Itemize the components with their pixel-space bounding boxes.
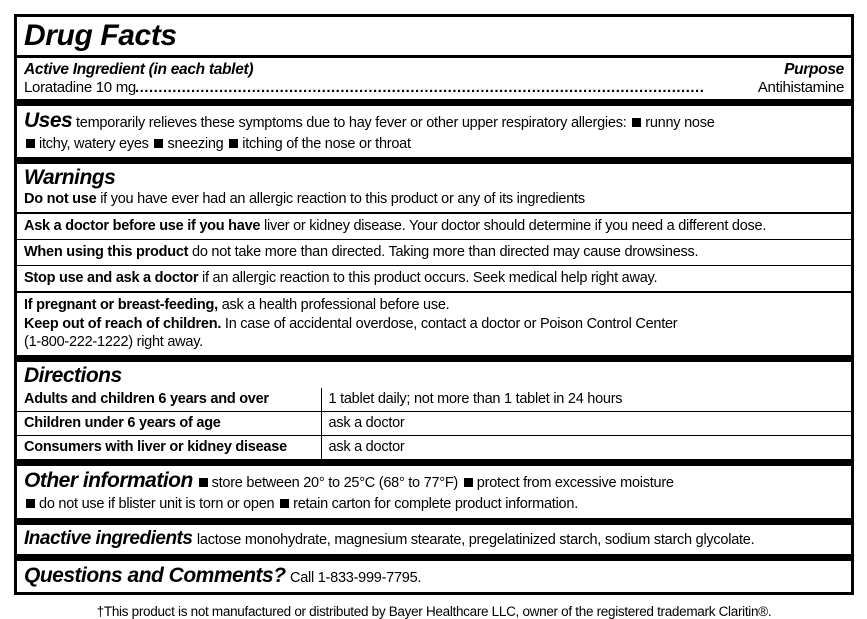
bullet-square-icon: [26, 139, 35, 148]
table-row: [17, 412, 851, 436]
children-bold: Keep out of reach of children.: [24, 315, 222, 332]
leader-dots: ..........................................................................................................................: [134, 79, 705, 96]
uses-heading: Uses: [24, 109, 73, 132]
other-info-item-3: retain carton for complete product information.: [293, 496, 578, 513]
section-separator-bar: [17, 459, 851, 466]
bullet-square-icon: [199, 478, 208, 487]
active-ingredient-heading: Active Ingredient (in each tablet): [24, 61, 254, 78]
other-information-heading: Other information: [24, 469, 193, 493]
warning-row-bold: When using this product: [24, 244, 189, 261]
directions-heading: Directions: [24, 364, 122, 388]
table-row: [17, 436, 851, 460]
uses-intro: temporarily relieves these symptoms due to hay fever or other upper respiratory allergies:: [75, 115, 627, 131]
bullet-square-icon: [464, 478, 473, 487]
other-info-item-1: protect from excessive moisture: [476, 475, 674, 492]
section-separator-bar: [17, 99, 851, 106]
uses-item-1: itchy, watery eyes: [39, 135, 149, 152]
other-info-item-2: do not use if blister unit is torn or open: [39, 496, 275, 513]
uses-section: [17, 106, 851, 157]
warning-row-bold: Ask a doctor before use if you have: [24, 217, 261, 234]
table-row: [17, 388, 851, 412]
purpose-heading: Purpose: [784, 61, 844, 78]
bullet-square-icon: [280, 499, 289, 508]
directions-dose: 1 tablet daily; not more than 1 tablet in 24 hours: [328, 391, 623, 408]
section-separator-bar: [17, 554, 851, 561]
directions-table: [17, 388, 851, 459]
section-separator-bar: [17, 157, 851, 164]
directions-who: Consumers with liver or kidney disease: [17, 436, 321, 460]
active-ingredient-name: Loratadine 10 mg: [24, 79, 136, 96]
bullet-square-icon: [26, 499, 35, 508]
uses-item-3: itching of the nose or throat: [242, 135, 411, 152]
children-text: In case of accidental overdose, contact a doctor or Poison Control Center: [224, 315, 678, 332]
warning-row: [17, 240, 851, 265]
uses-item-0: runny nose: [645, 115, 715, 131]
directions-who: Adults and children 6 years and over: [17, 388, 321, 412]
questions-section: [17, 561, 851, 592]
active-ingredient-row: [17, 79, 851, 99]
directions-section: [17, 362, 851, 459]
warning-row-text: if you have ever had an allergic reaction to this product or any of its ingredients: [100, 191, 585, 208]
active-ingredient-section: [17, 58, 851, 99]
directions-dose: ask a doctor: [321, 412, 851, 436]
directions-who: Children under 6 years of age: [17, 412, 321, 436]
pregnant-text: ask a health professional before use.: [221, 296, 450, 313]
other-info-item-0: store between 20° to 25°C (68° to 77°F): [211, 475, 459, 492]
questions-text: Call 1-833-999-7795.: [289, 569, 422, 586]
pregnant-bold: If pregnant or breast-feeding,: [24, 296, 218, 313]
warning-row-text: liver or kidney disease. Your doctor should determine if you need a different dose.: [264, 217, 767, 234]
directions-dose: ask a doctor: [321, 436, 851, 460]
footnote: †This product is not manufactured or distributed by Bayer Healthcare LLC, owner of the registered trademark Claritin®.: [96, 603, 772, 619]
children-text-2: (1-800-222-1222) right away.: [24, 334, 203, 351]
warning-row-text: do not take more than directed. Taking more than directed may cause drowsiness.: [192, 244, 699, 261]
section-separator-bar: [17, 518, 851, 525]
section-separator-bar: [17, 355, 851, 362]
warning-row: [17, 214, 851, 239]
inactive-ingredients-text: lactose monohydrate, magnesium stearate, pregelatinized starch, sodium starch glycolate.: [196, 531, 755, 548]
page-title: Drug Facts: [24, 19, 177, 52]
warning-row: [17, 266, 851, 291]
active-ingredient-headings: [17, 58, 851, 79]
questions-heading: Questions and Comments?: [24, 563, 286, 587]
active-ingredient-purpose: Antihistamine: [757, 79, 844, 96]
warning-row-bold: Do not use: [24, 191, 97, 208]
bullet-square-icon: [229, 139, 238, 148]
bullet-square-icon: [632, 118, 641, 127]
bullet-square-icon: [154, 139, 163, 148]
warning-row-text: if an allergic reaction to this product occurs. Seek medical help right away.: [202, 270, 658, 287]
warning-row-keepout: [17, 293, 851, 356]
warning-row-bold: Stop use and ask a doctor: [24, 270, 199, 287]
inactive-ingredients-section: [17, 525, 851, 554]
warnings-heading: Warnings: [24, 166, 116, 190]
warnings-section: [17, 164, 851, 355]
warning-row: [17, 190, 851, 212]
uses-item-2: sneezing: [167, 135, 224, 152]
other-information-section: [17, 466, 851, 517]
drug-facts-box: [14, 14, 854, 595]
inactive-ingredients-heading: Inactive ingredients: [24, 527, 193, 549]
